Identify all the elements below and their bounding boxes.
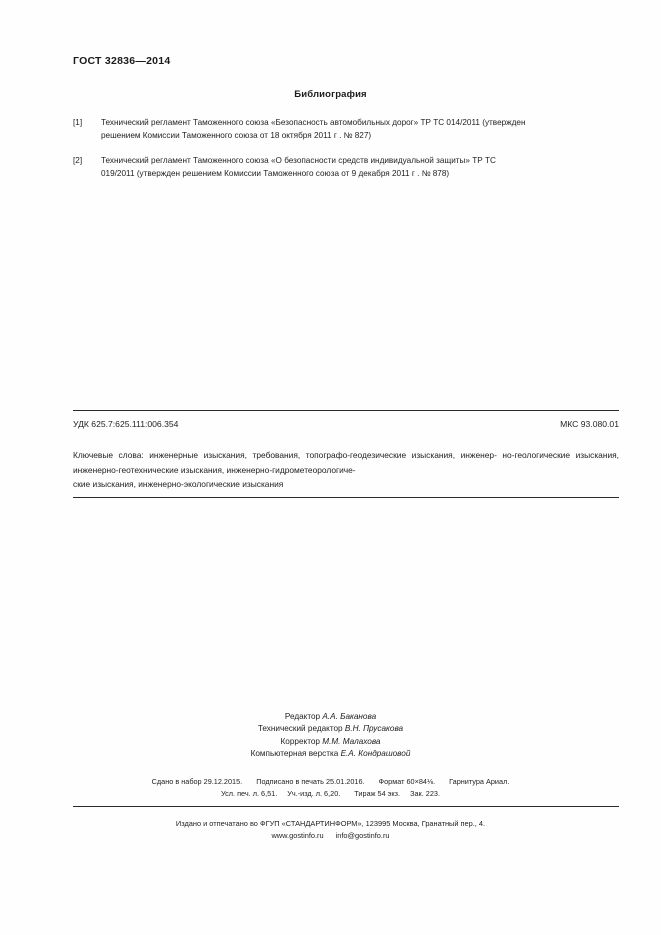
- publisher-email[interactable]: info@gostinfo.ru: [335, 830, 390, 840]
- paper-format: Формат 60×84⅛.: [378, 777, 436, 786]
- bibliography-heading: Библиография: [294, 89, 367, 100]
- udk-code: УДК 625.7:625.111:006.354: [73, 419, 179, 429]
- keywords-line: ские изыскания, инженерно-экологические изыскания: [73, 479, 284, 489]
- publisher-address: Издано и отпечатано во ФГУП «СТАНДАРТИНФОРМ», 123995 Москва, Гранатный пер., 4.: [175, 819, 486, 828]
- keywords-line: Ключевые слова: инженерные изыскания, требования, топографо-геодезические изыскания, инженер-: [73, 450, 497, 460]
- publisher-sheets: Уч.-изд. л. 6,20.: [287, 788, 341, 798]
- order-number: Зак. 223.: [410, 788, 440, 798]
- printing-details: [0, 776, 661, 799]
- bibliography-list: [73, 116, 619, 192]
- typeface: Гарнитура Ариал.: [449, 777, 510, 786]
- keywords-line: но-геологические изыскания, инженерно-геотехнические изыскания, инженерно-гидрометеорологиче-: [73, 450, 620, 475]
- editorial-credits: [0, 711, 661, 761]
- publisher-website[interactable]: www.gostinfo.ru: [271, 830, 324, 840]
- layout-name: Е.А. Кондрашовой: [340, 749, 411, 759]
- technical-editor-label: Технический редактор: [257, 724, 343, 734]
- circulation: Тираж 54 экз.: [354, 788, 401, 798]
- typeset-date: Сдано в набор 29.12.2015.: [151, 777, 243, 786]
- keywords-block: [73, 448, 619, 492]
- bibliography-entry-line: 019/2011 (утвержден решением Комиссии Таможенного союза от 9 декабря 2011 г . № 878): [101, 169, 450, 178]
- layout-label: Компьютерная верстка: [250, 749, 339, 759]
- editor-name: А.А. Баканова: [322, 712, 377, 721]
- horizontal-rule-below-keywords: [73, 497, 619, 498]
- proofreader-label: Корректор: [280, 736, 320, 746]
- credit-line-layout: [0, 748, 661, 760]
- printing-details-line-2: [0, 788, 661, 800]
- bibliography-entry-number: [1]: [73, 118, 83, 127]
- publisher-contacts: [0, 830, 661, 842]
- horizontal-rule-above-udk: [73, 410, 619, 411]
- credit-line-editor: [0, 711, 661, 723]
- bibliography-entry-line: решением Комиссии Таможенного союза от 18 октября 2011 г . № 827): [101, 131, 372, 140]
- proofreader-name: М.М. Малахова: [322, 736, 381, 746]
- signed-to-press-date: Подписано в печать 25.01.2016.: [256, 777, 365, 786]
- running-head-standard-number: ГОСТ 32836—2014: [73, 55, 171, 67]
- bibliography-entry: [73, 116, 619, 142]
- printing-details-line-1: [0, 776, 661, 788]
- bibliography-entry-number: [2]: [73, 156, 83, 165]
- mks-code: МКС 93.080.01: [560, 419, 619, 429]
- conventional-printed-sheets: Усл. печ. л. 6,51.: [221, 788, 278, 798]
- bibliography-entry-line: Технический регламент Таможенного союза «Безопасность автомобильных дорог» ТР ТС 014/2011 (утвержден: [101, 118, 526, 127]
- horizontal-rule-above-publisher: [73, 806, 619, 807]
- classification-row: [73, 419, 619, 429]
- technical-editor-name: В.Н. Прусакова: [344, 724, 404, 734]
- credit-line-technical-editor: [0, 723, 661, 735]
- publisher-footer: [0, 818, 661, 841]
- bibliography-entry-line: Технический регламент Таможенного союза «О безопасности средств индивидуальной защиты» ТР ТС: [101, 156, 496, 165]
- bibliography-entry: [73, 154, 619, 180]
- credit-line-proofreader: [0, 736, 661, 748]
- editor-label: Редактор: [284, 712, 321, 721]
